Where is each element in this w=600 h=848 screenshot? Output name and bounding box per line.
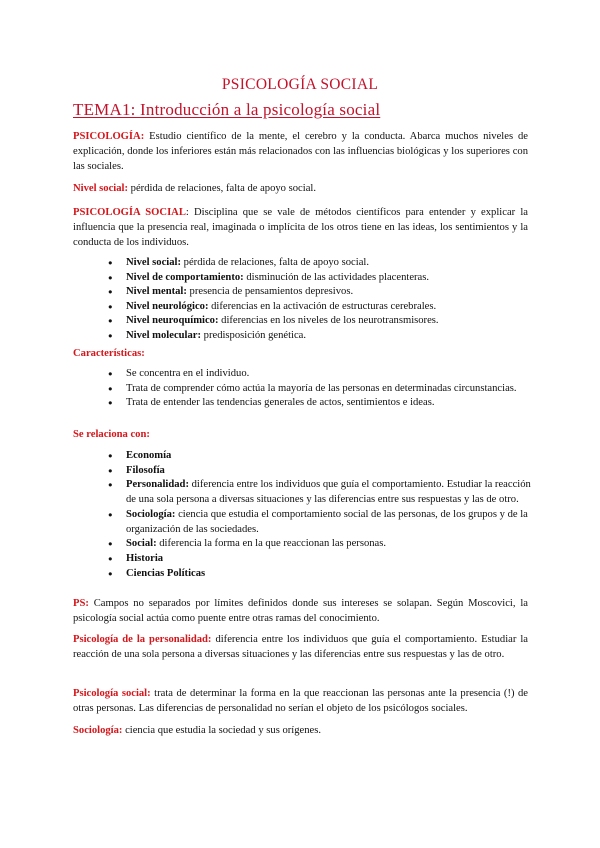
list-item: ● Nivel neurológico: diferencias en la activación de estructuras cerebrales. <box>108 300 532 315</box>
list-item: ● Nivel molecular: predisposición genética. <box>108 329 532 344</box>
list-item: ● Nivel mental: presencia de pensamientos depresivos. <box>108 285 532 300</box>
niveles-list <box>108 256 532 344</box>
list-item: ● Trata de comprender cómo actúa la mayoría de las personas en determinadas circunstancias. <box>108 382 532 397</box>
list-item: ● Filosofía <box>108 464 532 479</box>
definition-text: trata de determinar la forma en la que reaccionan las personas ante la presencia (!) de otras personas. Las diferencias de personalidad no serían el objeto de los psicólogos sociales. <box>73 688 529 715</box>
definition-text: diferencia entre los individuos que guía el comportamiento. Estudiar la reacción de una sola persona a diversas situaciones y las diferencias entre sus respuestas y las de otro. <box>73 634 528 661</box>
relaciona-list <box>108 449 532 581</box>
list-item: ● Ciencias Políticas <box>108 567 532 582</box>
list-item: ● Historia <box>108 552 532 567</box>
caracteristicas-list <box>108 367 532 411</box>
definition-psicologia-social <box>73 205 528 251</box>
term: PSICOLOGÍA: <box>73 131 145 142</box>
definition-text: Estudio científico de la mente, el cerebro y la conducta. Abarca muchos niveles de explicación, donde los inferiores están más relacionados con las influencias biológicas y los superiores con las sociales. <box>73 131 528 173</box>
list-item: ● Nivel social: pérdida de relaciones, falta de apoyo social. <box>108 256 532 271</box>
document-title: PSICOLOGÍA SOCIAL <box>221 76 379 93</box>
definition-text: pérdida de relaciones, falta de apoyo social. <box>128 183 316 194</box>
definition-psicologia-personalidad <box>73 632 528 662</box>
term: Psicología social: <box>73 688 151 699</box>
topic-heading: TEMA1: Introducción a la psicología social <box>73 100 381 119</box>
list-item: ● Economía <box>108 449 532 464</box>
ps-note <box>73 596 528 626</box>
term: Sociología: <box>73 725 123 736</box>
list-item: ● Nivel neuroquímico: diferencias en los niveles de los neurotransmisores. <box>108 314 532 329</box>
caracteristicas-heading: Características: <box>73 348 145 359</box>
definition-text: Campos no separados por límites definidos donde sus intereses se solapan. Según Moscovici, la psicología social actúa como puente entre otras ramas del conocimiento. <box>73 598 528 625</box>
list-item: ● Nivel de comportamiento: disminución de las actividades placenteras. <box>108 271 532 286</box>
term: Psicología de la personalidad: <box>73 634 212 645</box>
term: Nivel social: <box>73 183 129 194</box>
nivel-social-note <box>73 181 528 196</box>
list-item: ● Se concentra en el individuo. <box>108 367 532 382</box>
list-item: ● Social: diferencia la forma en la que reaccionan las personas. <box>108 537 532 552</box>
definition-text: ciencia que estudia la sociedad y sus orígenes. <box>122 725 322 736</box>
definition-sociologia <box>73 723 528 738</box>
list-item: ● Personalidad: diferencia entre los individuos que guía el comportamiento. Estudiar la reacción de una sola persona a diversas situaciones y las diferencias entre sus respuestas y las de otro. <box>108 478 532 507</box>
term: PS: <box>73 598 89 609</box>
relaciona-heading: Se relaciona con: <box>73 429 150 440</box>
term: PSICOLOGÍA SOCIAL <box>73 207 186 218</box>
list-item: ● Sociología: ciencia que estudia el comportamiento social de las personas, de los grupos y de la organización de las sociedades. <box>108 508 532 537</box>
definition-psicologia <box>73 129 528 175</box>
definition-text: : Disciplina que se vale de métodos científicos para entender y explicar la influencia que la presencia real, imaginada o implícita de los otros tiene en las ideas, los sentimientos y la conducta de los individuos. <box>73 207 528 249</box>
list-item: ● Trata de entender las tendencias generales de actos, sentimientos e ideas. <box>108 396 532 411</box>
definition-psicologia-social-2 <box>73 686 528 716</box>
